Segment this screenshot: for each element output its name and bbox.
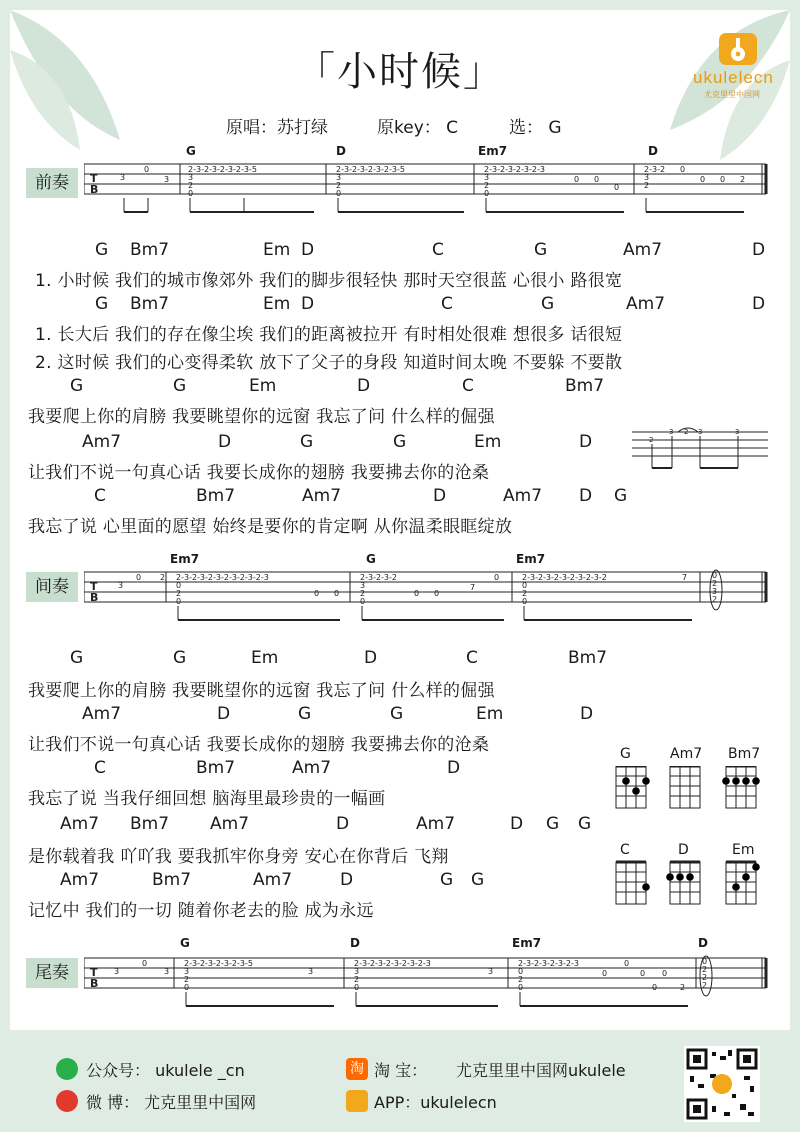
svg-text:2-3-2-3-2-3-2-3-5: 2-3-2-3-2-3-2-3-5 <box>184 959 253 968</box>
chord-label: G <box>300 432 314 452</box>
svg-text:3: 3 <box>336 173 342 182</box>
interlude-tab-staff <box>84 566 774 628</box>
svg-text:2: 2 <box>484 181 490 190</box>
app-icon <box>346 1090 368 1112</box>
svg-text:3: 3 <box>188 173 194 182</box>
chord-label: Am7 <box>253 870 293 890</box>
chord-diagram-name: Em <box>732 842 755 858</box>
chord-label: Bm7 <box>196 758 236 778</box>
chord-label: G <box>393 432 407 452</box>
svg-text:B: B <box>90 977 99 990</box>
svg-text:0: 0 <box>142 959 148 968</box>
chord-label: G <box>95 240 109 260</box>
svg-text:3: 3 <box>712 587 718 596</box>
svg-text:0: 0 <box>360 597 366 606</box>
section-intro-label: 前奏 <box>26 168 78 198</box>
svg-text:2: 2 <box>354 975 360 984</box>
svg-text:0: 0 <box>184 983 190 992</box>
chord-diagram-bm7 <box>722 766 760 808</box>
chord-label: Bm7 <box>130 294 170 314</box>
tab-chord: D <box>350 936 360 950</box>
svg-text:2-3-2-3-2-3-2-3: 2-3-2-3-2-3-2-3 <box>484 165 545 174</box>
svg-text:3: 3 <box>484 173 490 182</box>
svg-text:2: 2 <box>644 181 650 190</box>
chord-label: Em <box>251 648 279 668</box>
tab-chord: D <box>648 144 658 158</box>
svg-text:2-3-2-3-2-3-2-3-2-3: 2-3-2-3-2-3-2-3-2-3 <box>354 959 431 968</box>
tab-chord: Em7 <box>478 144 508 158</box>
svg-text:0: 0 <box>702 957 708 966</box>
svg-text:0: 0 <box>614 183 620 192</box>
svg-text:0: 0 <box>518 967 524 976</box>
svg-text:3: 3 <box>669 428 674 436</box>
svg-text:2: 2 <box>188 181 194 190</box>
footer-wechat: 公众号： ukulele _cn <box>86 1061 245 1080</box>
chord-label: G <box>298 704 312 724</box>
section-interlude-label: 间奏 <box>26 572 78 602</box>
chord-label: Am7 <box>626 294 666 314</box>
chord-label: D <box>580 704 594 724</box>
svg-text:2: 2 <box>522 589 528 598</box>
chord-label: D <box>752 240 766 260</box>
svg-text:0: 0 <box>712 571 718 580</box>
tab-chord: G <box>186 144 196 158</box>
chord-diagram-c <box>616 862 650 904</box>
svg-text:2-3-2-3-2-3-2-3-2-3-2-3: 2-3-2-3-2-3-2-3-2-3-2-3 <box>176 573 269 582</box>
svg-text:0: 0 <box>720 175 726 184</box>
chord-label: C <box>441 294 453 314</box>
chord-diagram-name: G <box>620 746 631 762</box>
svg-text:2: 2 <box>176 589 182 598</box>
lyric-line: 2. 这时候 我们的心变得柔软 放下了父子的身段 知道时间太晚 不要躲 不要散 <box>35 353 623 373</box>
svg-text:2: 2 <box>712 579 718 588</box>
chord-label: Em <box>263 294 291 314</box>
chord-label: G <box>614 486 628 506</box>
svg-text:2: 2 <box>702 973 708 982</box>
chord-diagrams <box>612 766 782 916</box>
chord-diagram-name: Bm7 <box>728 746 761 762</box>
chord-diagram-name: Am7 <box>670 746 703 762</box>
svg-text:2: 2 <box>160 573 166 582</box>
svg-text:T: T <box>90 172 98 185</box>
svg-text:2-3-2: 2-3-2 <box>644 165 666 174</box>
footer <box>0 1030 800 1132</box>
footer-taobao: 尤克里里中国网ukulele <box>456 1061 626 1080</box>
svg-text:2-3-2-3-2-3-2-3-5: 2-3-2-3-2-3-2-3-5 <box>188 165 257 174</box>
singer: 原唱：苏打绿 <box>226 118 328 138</box>
chord-label: Bm7 <box>130 240 170 260</box>
svg-text:3: 3 <box>120 173 126 182</box>
chord-label: Am7 <box>292 758 332 778</box>
chord-label: D <box>364 648 378 668</box>
chord-diagram-name: C <box>620 842 630 858</box>
chord-diagram-d <box>666 862 700 904</box>
section-outro-label: 尾奏 <box>26 958 78 988</box>
lyric-line: 让我们不说一句真心话 我要长成你的翅膀 我要拂去你的沧桑 <box>28 463 490 483</box>
svg-text:2-3-2-3-2-3-2-3-2-3-2: 2-3-2-3-2-3-2-3-2-3-2 <box>522 573 607 582</box>
svg-text:2: 2 <box>518 975 524 984</box>
svg-text:0: 0 <box>188 189 194 198</box>
chord-label: D <box>447 758 461 778</box>
svg-text:0: 0 <box>522 581 528 590</box>
svg-text:2: 2 <box>336 181 342 190</box>
chord-label: D <box>301 294 315 314</box>
svg-text:0: 0 <box>414 589 420 598</box>
svg-text:2: 2 <box>740 175 746 184</box>
tab-chord: D <box>336 144 346 158</box>
svg-text:2: 2 <box>360 589 366 598</box>
svg-text:0: 0 <box>522 597 528 606</box>
svg-text:0: 0 <box>624 959 630 968</box>
chord-label: Am7 <box>623 240 663 260</box>
tab-chord: D <box>698 936 708 950</box>
chord-label: G <box>471 870 485 890</box>
svg-text:3: 3 <box>644 173 650 182</box>
svg-text:0: 0 <box>602 969 608 978</box>
chord-label: Bm7 <box>152 870 192 890</box>
chord-label: D <box>579 486 593 506</box>
chord-label: D <box>217 704 231 724</box>
svg-text:T: T <box>90 966 98 979</box>
chord-diagram-name: D <box>678 842 689 858</box>
svg-text:0: 0 <box>314 589 320 598</box>
svg-text:3: 3 <box>164 967 170 976</box>
svg-text:0: 0 <box>144 165 150 174</box>
chord-label: C <box>94 758 106 778</box>
svg-text:2: 2 <box>712 595 718 604</box>
lyric-line: 1. 小时候 我们的城市像郊外 我们的脚步很轻快 那时天空很蓝 心很小 路很宽 <box>35 271 623 291</box>
tab-chord: G <box>180 936 190 950</box>
lyric-line: 我要爬上你的肩膀 我要眺望你的远窗 我忘了问 什么样的倔强 <box>28 681 495 701</box>
svg-text:3: 3 <box>164 175 170 184</box>
svg-text:0: 0 <box>336 189 342 198</box>
lyric-line: 是你载着我 吖吖我 要我抓牢你身旁 安心在你背后 飞翔 <box>28 847 449 867</box>
chord-label: C <box>466 648 478 668</box>
svg-text:2-3-2-3-2-3-2-3: 2-3-2-3-2-3-2-3 <box>518 959 579 968</box>
svg-text:0: 0 <box>700 175 706 184</box>
svg-text:2-3-2-3-2: 2-3-2-3-2 <box>360 573 397 582</box>
svg-text:7: 7 <box>470 583 476 592</box>
chord-label: Am7 <box>416 814 456 834</box>
chord-label: Am7 <box>82 432 122 452</box>
footer-taobao-label: 淘 宝： <box>374 1061 428 1080</box>
svg-text:3: 3 <box>354 967 360 976</box>
chord-label: C <box>94 486 106 506</box>
chord-label: Em <box>263 240 291 260</box>
chord-label: D <box>336 814 350 834</box>
svg-text:T: T <box>90 580 98 593</box>
lyric-line: 我要爬上你的肩膀 我要眺望你的远窗 我忘了问 什么样的倔强 <box>28 407 495 427</box>
svg-text:2: 2 <box>649 436 654 444</box>
chord-label: C <box>432 240 444 260</box>
lyric-line: 让我们不说一句真心话 我要长成你的翅膀 我要拂去你的沧桑 <box>28 735 490 755</box>
mini-tab-staff <box>632 424 772 474</box>
chord-label: Am7 <box>60 814 100 834</box>
page-title: 「小时候」 <box>295 49 505 95</box>
chord-label: Em <box>476 704 504 724</box>
svg-text:3: 3 <box>735 428 740 436</box>
qr-code-icon[interactable] <box>684 1046 760 1122</box>
chord-label: Bm7 <box>565 376 605 396</box>
svg-text:3: 3 <box>184 967 190 976</box>
chord-label: G <box>173 648 187 668</box>
chord-diagram-em <box>726 862 760 904</box>
svg-text:0: 0 <box>680 165 686 174</box>
svg-text:3: 3 <box>114 967 120 976</box>
tab-chord: Em7 <box>516 552 546 566</box>
svg-text:0: 0 <box>334 589 340 598</box>
svg-text:0: 0 <box>574 175 580 184</box>
svg-text:3: 3 <box>118 581 124 590</box>
chord-label: D <box>510 814 524 834</box>
svg-text:2: 2 <box>184 975 190 984</box>
svg-text:2-3-2-3-2-3-2-3-5: 2-3-2-3-2-3-2-3-5 <box>336 165 405 174</box>
chord-label: G <box>70 648 84 668</box>
chord-diagram-g <box>616 766 650 808</box>
chord-label: G <box>95 294 109 314</box>
svg-text:B: B <box>90 591 99 604</box>
footer-app: APP：ukulelecn <box>374 1093 497 1112</box>
svg-text:0: 0 <box>484 189 490 198</box>
original-key: 原key： C <box>377 118 459 138</box>
chord-label: D <box>752 294 766 314</box>
svg-text:B: B <box>90 183 99 196</box>
chord-label: Am7 <box>210 814 250 834</box>
svg-text:3: 3 <box>360 581 366 590</box>
svg-text:2: 2 <box>684 428 689 436</box>
svg-text:0: 0 <box>662 969 668 978</box>
chord-label: C <box>462 376 474 396</box>
chosen-key: 选： G <box>509 118 562 138</box>
chord-label: Bm7 <box>568 648 608 668</box>
chord-label: G <box>390 704 404 724</box>
chord-label: D <box>301 240 315 260</box>
chord-label: G <box>546 814 560 834</box>
svg-text:0: 0 <box>652 983 658 992</box>
chord-label: Am7 <box>82 704 122 724</box>
lyric-line: 我忘了说 当我仔细回想 脑海里最珍贵的一幅画 <box>28 789 386 809</box>
chord-label: G <box>578 814 592 834</box>
outro-tab-staff <box>84 952 774 1016</box>
svg-text:3: 3 <box>698 428 703 436</box>
weibo-icon <box>56 1090 78 1112</box>
svg-text:0: 0 <box>434 589 440 598</box>
svg-text:0: 0 <box>594 175 600 184</box>
svg-text:2: 2 <box>702 981 708 990</box>
svg-text:0: 0 <box>518 983 524 992</box>
svg-text:2: 2 <box>680 983 686 992</box>
chord-label: Em <box>249 376 277 396</box>
chord-label: G <box>541 294 555 314</box>
chord-label: Bm7 <box>196 486 236 506</box>
intro-tab-staff <box>84 158 774 220</box>
chord-label: D <box>357 376 371 396</box>
chord-label: D <box>433 486 447 506</box>
chord-label: G <box>70 376 84 396</box>
svg-text:0: 0 <box>136 573 142 582</box>
svg-text:7: 7 <box>682 573 688 582</box>
svg-text:3: 3 <box>308 967 314 976</box>
tab-chord: Em7 <box>170 552 200 566</box>
chord-diagram-am7 <box>670 766 700 808</box>
chord-label: Am7 <box>503 486 543 506</box>
tab-chord: G <box>366 552 376 566</box>
svg-text:0: 0 <box>640 969 646 978</box>
chord-label: Am7 <box>302 486 342 506</box>
lyric-line: 我忘了说 心里面的愿望 始终是要你的肯定啊 从你温柔眼眶绽放 <box>28 517 513 537</box>
logo-name: ukulelecn <box>693 68 774 87</box>
lyric-line: 记忆中 我们的一切 随着你老去的脸 成为永远 <box>28 901 374 921</box>
chord-label: D <box>218 432 232 452</box>
taobao-icon: 淘 <box>346 1058 368 1080</box>
wechat-icon <box>56 1058 78 1080</box>
ukulele-logo-icon <box>719 33 757 65</box>
chord-label: G <box>534 240 548 260</box>
chord-label: G <box>173 376 187 396</box>
svg-text:0: 0 <box>176 581 182 590</box>
svg-text:0: 0 <box>354 983 360 992</box>
lyric-line: 1. 长大后 我们的存在像尘埃 我们的距离被拉开 有时相处很难 想很多 话很短 <box>35 325 623 345</box>
svg-text:0: 0 <box>494 573 500 582</box>
chord-label: D <box>340 870 354 890</box>
logo-subtitle: 尤克里里中国网 <box>704 90 760 99</box>
svg-text:3: 3 <box>488 967 494 976</box>
footer-weibo: 微 博： 尤克里里中国网 <box>86 1093 257 1112</box>
svg-text:0: 0 <box>176 597 182 606</box>
chord-label: Bm7 <box>130 814 170 834</box>
svg-text:2: 2 <box>702 965 708 974</box>
chord-label: Am7 <box>60 870 100 890</box>
tab-chord: Em7 <box>512 936 542 950</box>
chord-label: D <box>579 432 593 452</box>
chord-label: G <box>440 870 454 890</box>
chord-label: Em <box>474 432 502 452</box>
